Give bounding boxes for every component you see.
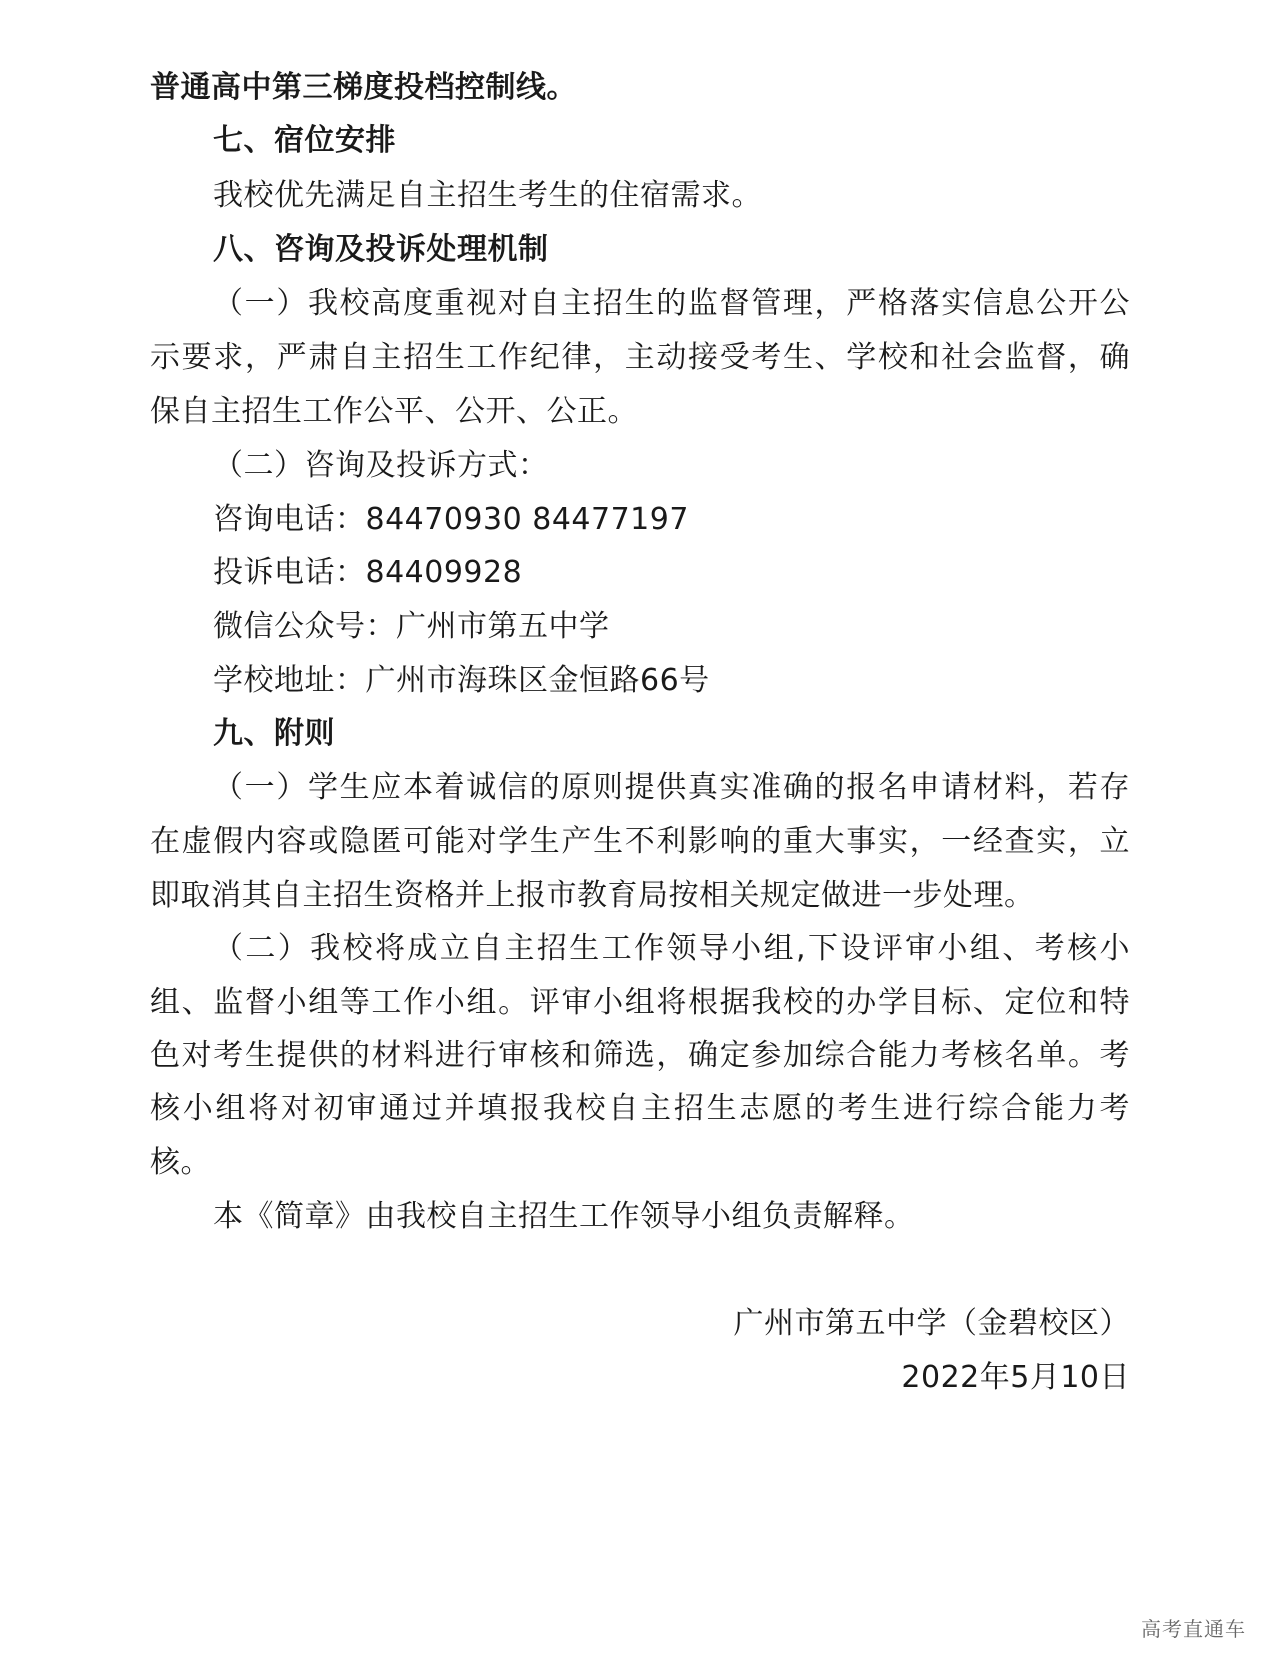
paragraph-line: 示要求，严肃自主招生工作纪律，主动接受考生、学校和社会监督，确 <box>150 340 1130 375</box>
paragraph-line: （二）我校将成立自主招生工作领导小组,下设评审小组、考核小 <box>213 931 1130 966</box>
school-address: 学校地址：广州市海珠区金恒路66号 <box>213 663 710 698</box>
watermark: 高考直通车 <box>1141 1617 1246 1641</box>
signature-date: 2022年5月10日 <box>901 1360 1130 1395</box>
section-heading-accommodation: 七、宿位安排 <box>213 123 396 158</box>
paragraph-line: （一）学生应本着诚信的原则提供真实准确的报名申请材料，若存 <box>213 770 1130 805</box>
complaint-phone: 投诉电话：84409928 <box>213 555 523 590</box>
paragraph-line: 保自主招生工作公平、公开、公正。 <box>150 394 638 429</box>
section-heading-consultation: 八、咨询及投诉处理机制 <box>213 232 549 267</box>
paragraph-line: 我校优先满足自主招生考生的住宿需求。 <box>213 178 762 213</box>
paragraph-line: 核小组将对初审通过并填报我校自主招生志愿的考生进行综合能力考 <box>150 1091 1130 1126</box>
paragraph-line: 组、监督小组等工作小组。评审小组将根据我校的办学目标、定位和特 <box>150 985 1130 1020</box>
paragraph-line: （二）咨询及投诉方式： <box>213 448 549 483</box>
section-heading-supplementary: 九、附则 <box>213 716 335 751</box>
wechat-account: 微信公众号：广州市第五中学 <box>213 609 610 644</box>
paragraph-line: 本《简章》由我校自主招生工作领导小组负责解释。 <box>213 1199 915 1234</box>
paragraph-line: 在虚假内容或隐匿可能对学生产生不利影响的重大事实，一经查实，立 <box>150 824 1130 859</box>
paragraph-line: 色对考生提供的材料进行审核和筛选，确定参加综合能力考核名单。考 <box>150 1038 1130 1073</box>
signature-organization: 广州市第五中学（金碧校区） <box>733 1306 1130 1341</box>
paragraph-line: 即取消其自主招生资格并上报市教育局按相关规定做进一步处理。 <box>150 878 1035 913</box>
paragraph-line: （一）我校高度重视对自主招生的监督管理，严格落实信息公开公 <box>213 286 1130 321</box>
consult-phone: 咨询电话：84470930 84477197 <box>213 502 689 537</box>
paragraph-line: 核。 <box>150 1145 211 1180</box>
text-line: 普通高中第三梯度投档控制线。 <box>150 70 577 105</box>
